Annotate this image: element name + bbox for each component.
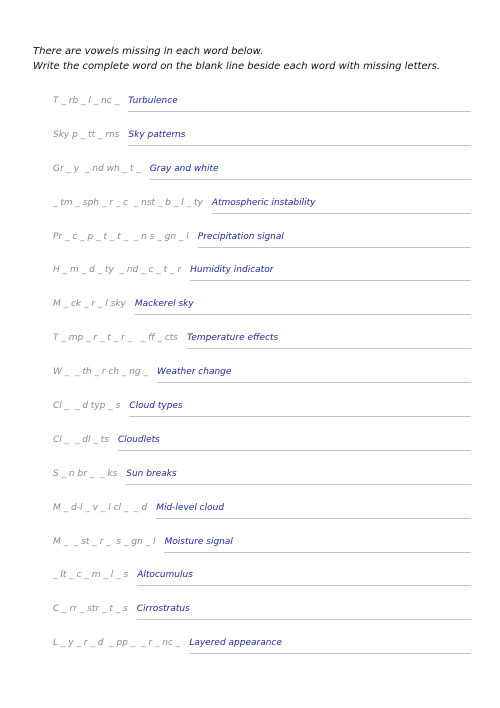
answer-line[interactable]: [156, 498, 471, 519]
word-prompt: Cl _ _ d typ _ s: [53, 401, 121, 412]
answer-text: Mackerel sky: [134, 299, 194, 310]
word-prompt: T _ rb _ l _ nc _: [53, 96, 120, 106]
word-prompt: Sky p _ tt _ rns: [53, 129, 120, 140]
instruction-line-1: There are vowels missing in each word below.: [33, 46, 264, 57]
worksheet-row: [53, 633, 471, 667]
answer-line[interactable]: [126, 464, 471, 485]
worksheet-row: [53, 430, 471, 464]
answer-line[interactable]: [128, 125, 471, 146]
word-prompt: Cl _ _ dl _ ts: [53, 434, 109, 445]
answer-text: Moisture signal: [164, 536, 233, 547]
word-prompt: C _ rr _ str _ t _ s: [53, 604, 128, 615]
worksheet-row: [53, 599, 471, 633]
answer-text: Cloudlets: [117, 434, 160, 445]
answer-text: Gray and white: [149, 163, 219, 174]
worksheet-row: [53, 464, 471, 498]
word-prompt: M _ _ st _ r _ s _ gn _ l: [53, 536, 156, 547]
answer-line[interactable]: [198, 227, 471, 248]
answer-line[interactable]: [128, 91, 471, 112]
answer-text: Atmospheric instability: [211, 197, 316, 208]
answer-text: Temperature effects: [186, 333, 279, 344]
answer-text: Cirrostratus: [136, 604, 190, 615]
instructions: [33, 44, 473, 74]
word-prompt: M _ ck _ r _ l sky: [53, 299, 126, 310]
worksheet-row: [53, 328, 471, 362]
worksheet-row: [53, 125, 471, 159]
answer-line[interactable]: [137, 565, 471, 586]
answer-line[interactable]: [212, 193, 471, 214]
answer-line[interactable]: [135, 294, 471, 315]
word-prompt: S _ n br _ _ ks: [53, 468, 118, 479]
answer-line[interactable]: [157, 362, 471, 383]
word-prompt: M _ d-l _ v _ l cl _ _ d: [53, 502, 148, 513]
worksheet-row: [53, 565, 471, 599]
answer-line[interactable]: [187, 328, 471, 349]
worksheet-row: [53, 362, 471, 396]
worksheet-row: [53, 498, 471, 532]
answer-text: Altocumulus: [137, 570, 193, 581]
answer-text: Sun breaks: [126, 468, 177, 479]
word-prompt: L _ y _ r _ d _ pp _ _ r _ nc _: [53, 638, 181, 649]
word-prompt: Pr _ c _ p _ t _ t _ _ n s _ gn _ l: [53, 231, 189, 242]
answer-text: Sky patterns: [128, 129, 186, 140]
answer-line[interactable]: [137, 599, 471, 620]
word-prompt: _ tm _ sph _ r _ c _ nst _ b _ l _ ty: [53, 197, 203, 208]
word-prompt: Gr _ y _ nd wh _ t _: [53, 163, 141, 174]
word-prompt: H _ m _ d _ ty _ nd _ c _ t _ r: [53, 265, 182, 276]
answer-text: Weather change: [157, 367, 232, 378]
worksheet-row: [53, 294, 471, 328]
answer-line[interactable]: [129, 396, 471, 417]
answer-text: Layered appearance: [189, 638, 282, 649]
answer-text: Cloud types: [129, 401, 183, 412]
word-prompt: _ lt _ c _ m _ l _ s: [53, 570, 129, 581]
answer-line[interactable]: [164, 532, 471, 553]
worksheet-row: [53, 91, 471, 125]
answer-line[interactable]: [190, 260, 471, 281]
worksheet-row: [53, 396, 471, 430]
answer-line[interactable]: [150, 159, 471, 180]
answer-text: Humidity indicator: [190, 265, 274, 276]
answer-line[interactable]: [189, 633, 471, 654]
worksheet-row: [53, 227, 471, 261]
word-prompt: W _ _ th _ r ch _ ng _: [53, 367, 149, 378]
worksheet-rows: [53, 91, 471, 667]
answer-line[interactable]: [118, 430, 471, 451]
answer-text: Precipitation signal: [197, 231, 284, 242]
word-prompt: T _ mp _ r _ t _ r _ _ ff _ cts: [53, 333, 178, 344]
worksheet-row: [53, 532, 471, 566]
answer-text: Turbulence: [128, 96, 178, 106]
worksheet-row: [53, 159, 471, 193]
worksheet-row: [53, 260, 471, 294]
answer-text: Mid-level cloud: [156, 502, 225, 513]
worksheet-row: [53, 193, 471, 227]
instruction-line-2: Write the complete word on the blank line beside each word with missing letters.: [33, 61, 441, 72]
